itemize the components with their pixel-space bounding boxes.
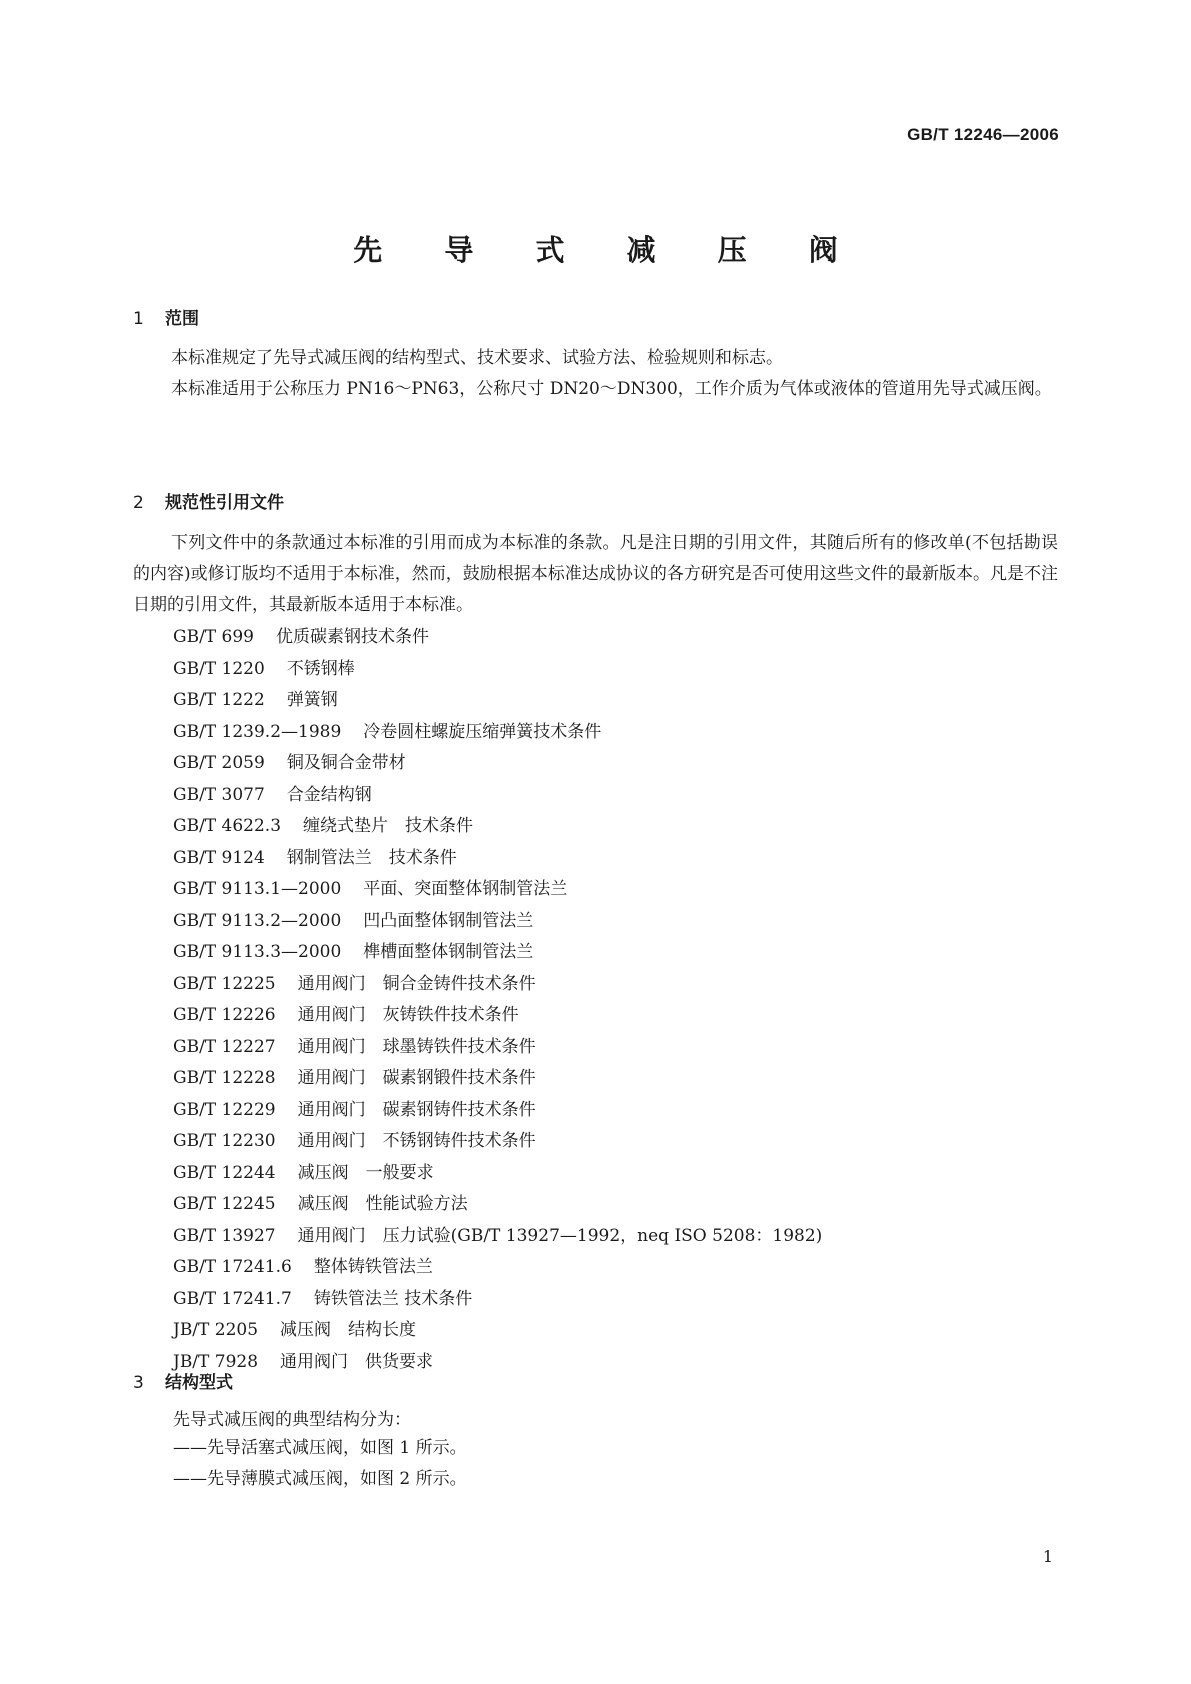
section-3-title: 结构型式	[165, 1373, 233, 1393]
reference-code: GB/T 9113.3—2000	[173, 942, 342, 962]
reference-title: 铸铁管法兰 技术条件	[313, 1288, 473, 1309]
reference-code: GB/T 17241.6	[173, 1257, 292, 1277]
reference-item	[173, 780, 822, 812]
reference-item	[173, 1315, 822, 1347]
reference-code: GB/T 12229	[173, 1099, 276, 1120]
reference-item	[173, 685, 822, 717]
reference-item	[173, 1126, 822, 1158]
reference-code: GB/T 9113.1—2000	[173, 879, 342, 899]
reference-title: 弹簧钢	[286, 690, 338, 710]
reference-title: 榫槽面整体钢制管法兰	[363, 942, 534, 962]
section-3-intro: 先导式减压阀的典型结构分为：	[173, 1410, 411, 1430]
section-1-title: 范围	[165, 309, 199, 329]
structure-type-item: ——先导薄膜式减压阀，如图 2 所示。	[173, 1469, 467, 1489]
reference-item	[173, 748, 822, 780]
reference-code: GB/T 13927	[173, 1225, 276, 1246]
reference-item	[173, 717, 822, 749]
reference-item	[173, 1284, 822, 1316]
reference-title: 通用阀门 铜合金铸件技术条件	[297, 973, 536, 994]
section-2-intro: 下列文件中的条款通过本标准的引用而成为本标准的条款。凡是注日期的引用文件，其随后所有的修改单(不包括勘误的内容)或修订版均不适用于本标准，然而，鼓励根据本标准达成协议的各方研究是否可使用这些文件的最新版本。凡是不注日期的引用文件，其最新版本适用于本标准。	[133, 533, 1058, 615]
standard-code: GB/T 12246—2006	[907, 125, 1059, 144]
reference-code: GB/T 12245	[173, 1194, 276, 1214]
reference-code: GB/T 699	[173, 627, 254, 647]
reference-item	[173, 1032, 822, 1064]
section-2-heading	[133, 488, 284, 513]
reference-title: 冷卷圆柱螺旋压缩弹簧技术条件	[363, 721, 602, 742]
reference-title: 凹凸面整体钢制管法兰	[363, 910, 534, 931]
structure-types-list	[173, 1433, 467, 1495]
page-number: 1	[1042, 1547, 1053, 1566]
reference-code: GB/T 9124	[173, 847, 265, 868]
reference-title: 通用阀门 压力试验(GB/T 13927—1992，neq ISO 5208：1982)	[297, 1225, 823, 1246]
document-title: 先 导 式 减 压 阀	[353, 233, 864, 267]
reference-title: 缠绕式垫片 技术条件	[303, 816, 474, 836]
reference-item	[173, 1095, 822, 1127]
reference-code: GB/T 2059	[173, 753, 265, 773]
reference-title: 钢制管法兰 技术条件	[286, 847, 457, 868]
reference-title: 平面、突面整体钢制管法兰	[363, 879, 568, 899]
reference-title: 减压阀 性能试验方法	[297, 1194, 468, 1214]
reference-item	[173, 622, 822, 654]
reference-title: 减压阀 结构长度	[280, 1320, 417, 1340]
reference-code: GB/T 1222	[173, 690, 265, 710]
reference-code: JB/T 7928	[173, 1351, 259, 1372]
section-2-title: 规范性引用文件	[165, 493, 284, 513]
reference-code: GB/T 12226	[173, 1005, 276, 1025]
reference-item	[173, 937, 822, 969]
section-3-heading	[133, 1368, 233, 1393]
reference-title: 通用阀门 球墨铸铁件技术条件	[297, 1036, 536, 1057]
normative-references-list	[173, 622, 822, 1378]
reference-title: 不锈钢棒	[286, 658, 355, 679]
reference-item	[173, 654, 822, 686]
reference-code: GB/T 12228	[173, 1068, 276, 1088]
reference-code: GB/T 12225	[173, 973, 276, 994]
reference-item	[173, 1158, 822, 1190]
reference-item	[173, 1252, 822, 1284]
section-3-number: 3	[133, 1373, 144, 1393]
reference-code: GB/T 9113.2—2000	[173, 910, 342, 931]
reference-item	[173, 1000, 822, 1032]
reference-item	[173, 1221, 822, 1253]
reference-title: 通用阀门 碳素钢锻件技术条件	[297, 1068, 536, 1088]
reference-item	[173, 874, 822, 906]
reference-title: 合金结构钢	[286, 784, 372, 805]
reference-title: 优质碳素钢技术条件	[276, 627, 429, 647]
section-1-paragraph-2: 本标准适用于公称压力 PN16～PN63，公称尺寸 DN20～DN300，工作介质为气体或液体的管道用先导式减压阀。	[171, 379, 1052, 399]
reference-item	[173, 906, 822, 938]
reference-title: 通用阀门 灰铸铁件技术条件	[297, 1005, 519, 1025]
reference-code: GB/T 3077	[173, 784, 265, 805]
reference-title: 通用阀门 供货要求	[280, 1351, 434, 1372]
reference-item	[173, 1063, 822, 1095]
reference-title: 通用阀门 碳素钢铸件技术条件	[297, 1099, 536, 1120]
reference-title: 减压阀 一般要求	[297, 1162, 434, 1183]
reference-title: 铜及铜合金带材	[286, 753, 406, 773]
structure-type-item: ——先导活塞式减压阀，如图 1 所示。	[173, 1438, 467, 1458]
reference-code: GB/T 12230	[173, 1131, 276, 1151]
reference-code: GB/T 1220	[173, 658, 265, 679]
reference-code: GB/T 17241.7	[173, 1288, 292, 1309]
reference-item	[173, 1347, 822, 1379]
reference-item	[173, 811, 822, 843]
section-1-heading	[133, 304, 199, 329]
reference-title: 通用阀门 不锈钢铸件技术条件	[297, 1131, 536, 1151]
reference-title: 整体铸铁管法兰	[313, 1257, 433, 1277]
reference-item	[173, 843, 822, 875]
reference-code: GB/T 4622.3	[173, 816, 282, 836]
reference-item	[173, 969, 822, 1001]
section-1-number: 1	[133, 309, 144, 329]
reference-item	[173, 1189, 822, 1221]
reference-code: GB/T 1239.2—1989	[173, 721, 342, 742]
section-1-paragraph-1: 本标准规定了先导式减压阀的结构型式、技术要求、试验方法、检验规则和标志。	[171, 348, 783, 368]
reference-code: GB/T 12244	[173, 1162, 276, 1183]
section-2-number: 2	[133, 493, 144, 513]
reference-code: GB/T 12227	[173, 1036, 276, 1057]
reference-code: JB/T 2205	[173, 1320, 259, 1340]
